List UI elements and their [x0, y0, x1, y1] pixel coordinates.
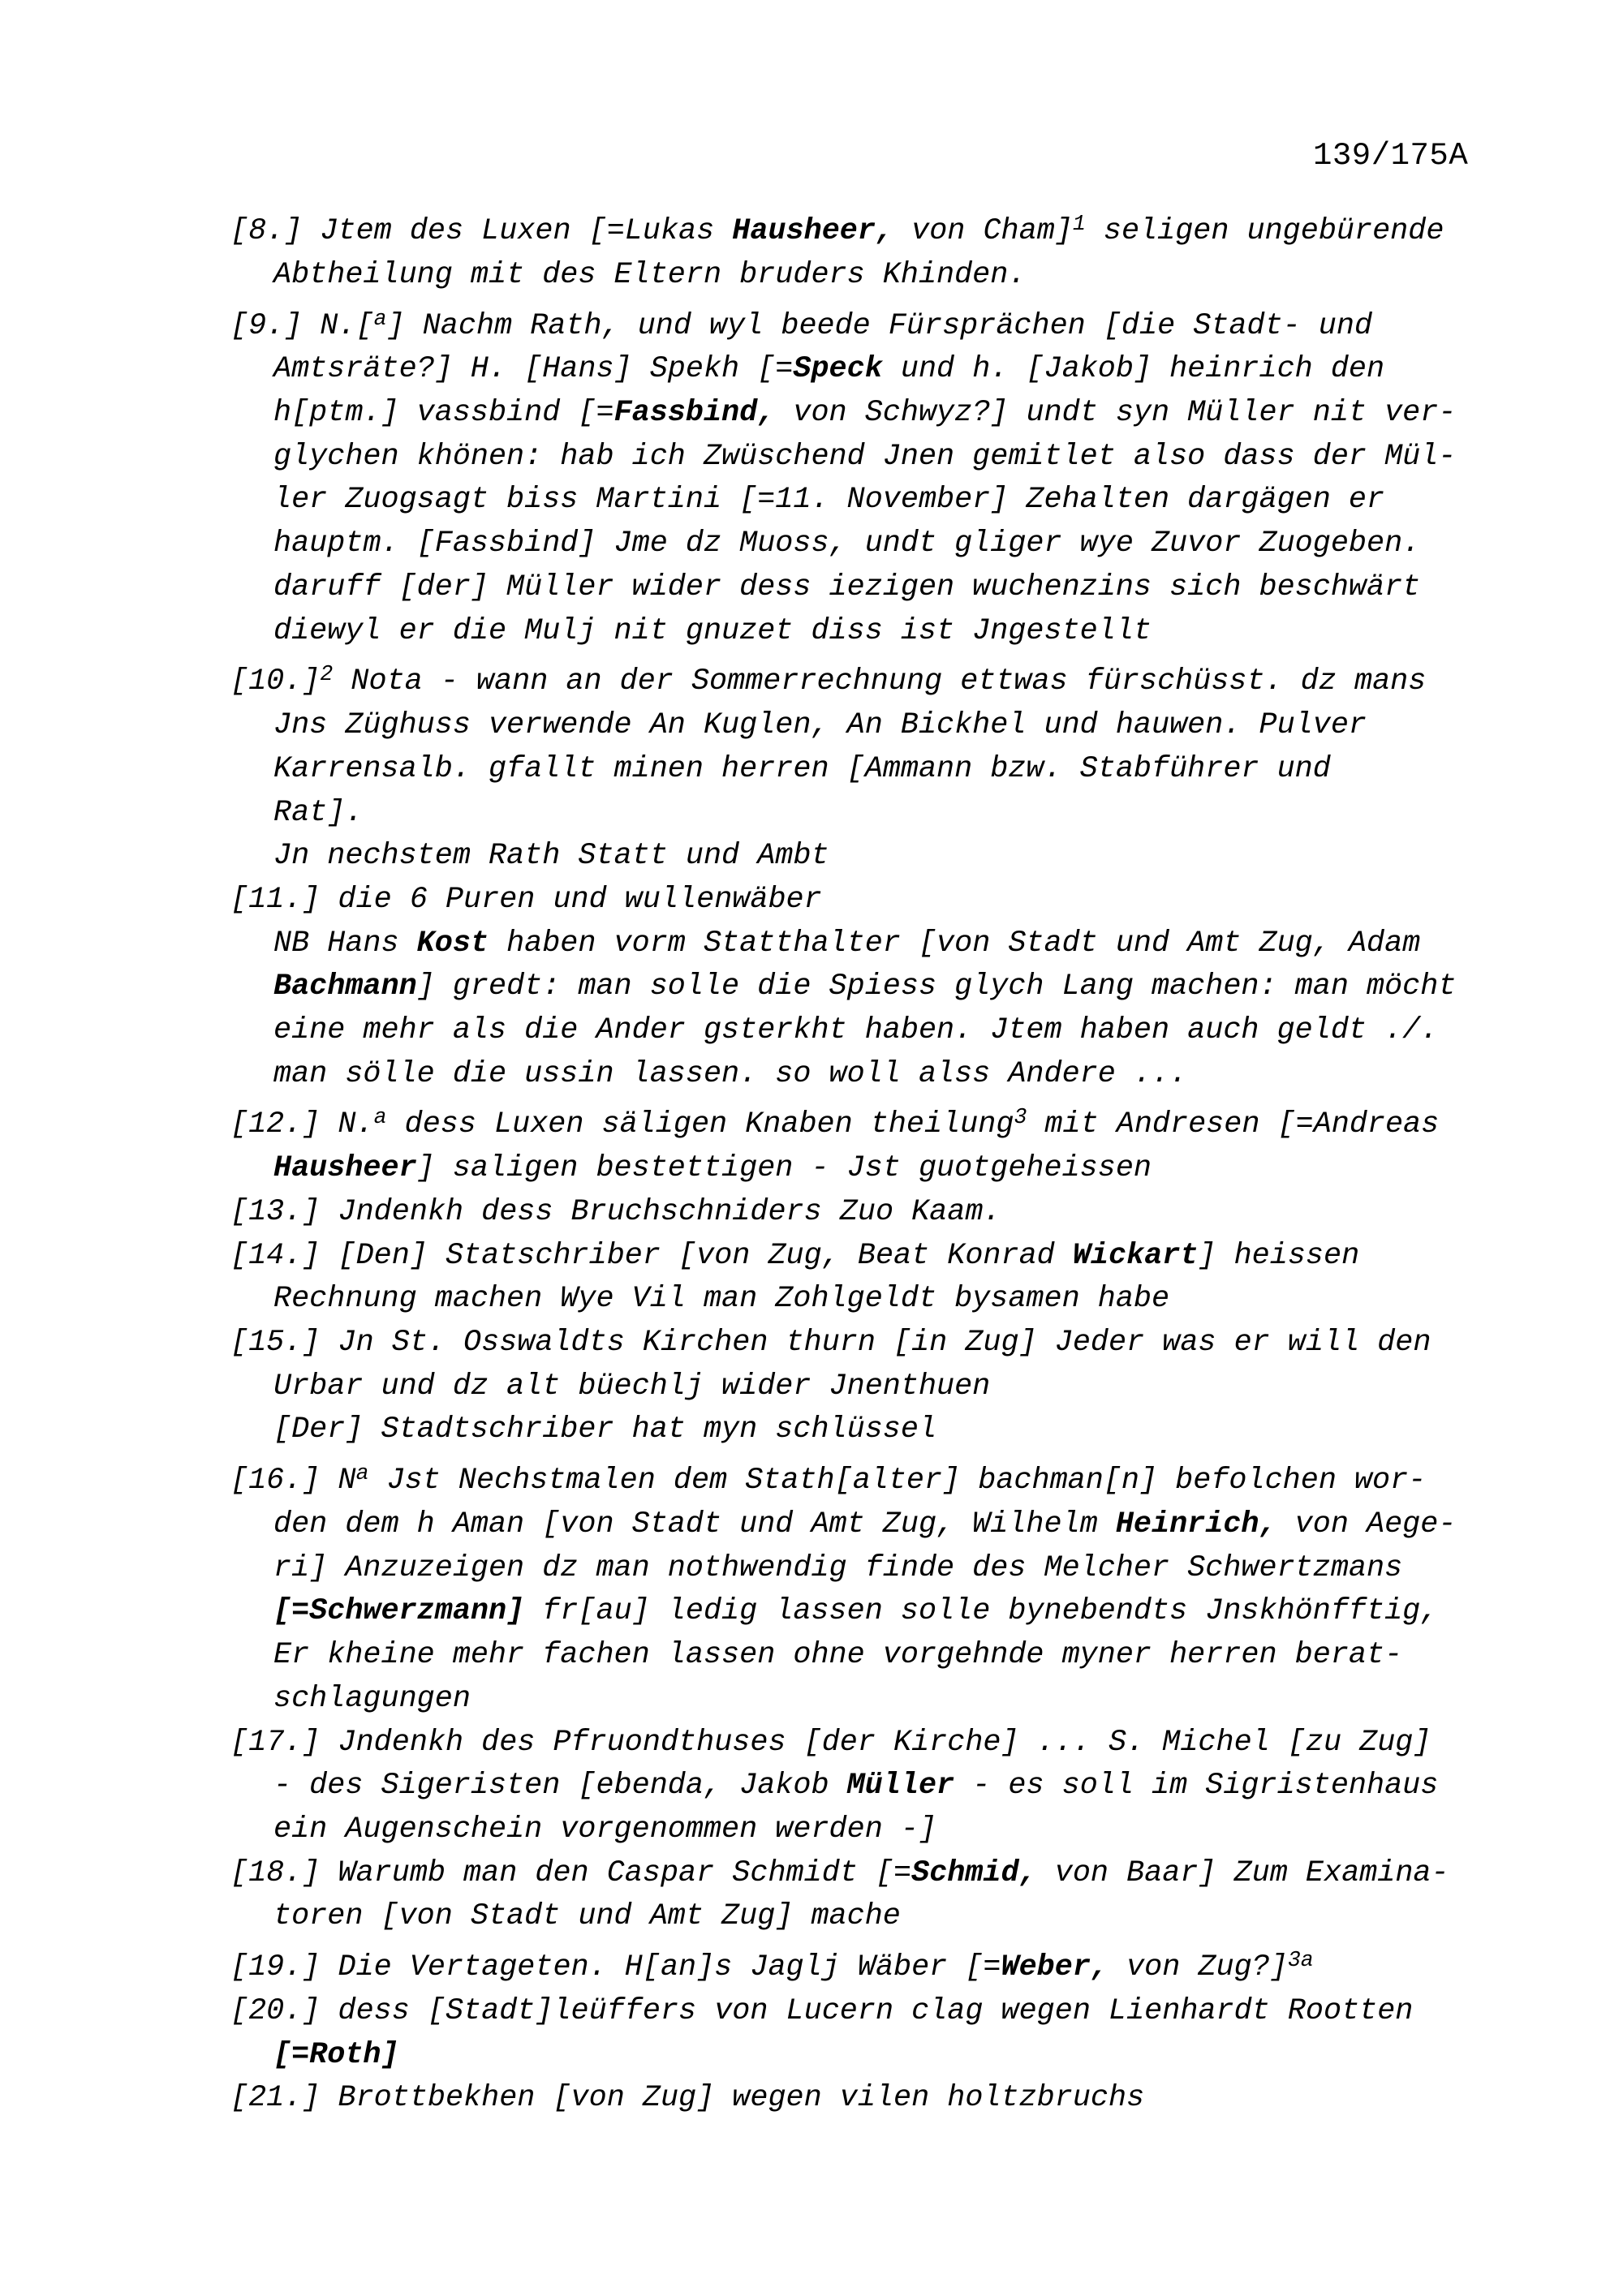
text-line-25	[230, 1278, 1456, 1322]
text-run: [16.] N	[230, 1464, 356, 1498]
bold-name: [=Schwerzmann]	[273, 1594, 525, 1629]
text-run: Er kheine mehr fachen lassen ohne vorgehnde myner herren berat-	[273, 1638, 1403, 1673]
text-run: mit Andresen [=Andreas	[1027, 1107, 1440, 1142]
text-line-36	[230, 1765, 1456, 1808]
text-run: daruff [der] Müller wider dess iezigen wuchenzins sich beschwärt	[273, 570, 1421, 604]
text-run: ri] Anzuzeigen dz man nothwendig finde des Melcher Schwertzmans	[273, 1550, 1403, 1585]
text-run: Rat].	[273, 795, 364, 830]
text-run: von Cham]	[893, 214, 1073, 249]
text-line-28	[230, 1408, 1456, 1452]
bold-name: Müller	[846, 1769, 955, 1804]
text-run: und h. [Jakob] heinrich den	[882, 352, 1385, 387]
text-line-43	[230, 2077, 1456, 2121]
text-run: [18.] Warumb man den Caspar Schmidt [=	[230, 1855, 912, 1890]
text-line-16	[230, 879, 1456, 922]
text-run: glychen khönen: hab ich Zwüschend Jnen gemitlet also dass der Mül-	[273, 439, 1457, 474]
superscript-note-mark: 3	[1014, 1105, 1027, 1130]
text-line-42	[230, 2034, 1456, 2078]
text-run: ein Augenschein vorgenommen werden -]	[273, 1812, 937, 1847]
text-run: Urbar und dz alt büechlj wider Jnenthuen	[273, 1369, 991, 1404]
text-run: den dem h Aman [von Stadt und Amt Zug, Wilhelm	[273, 1507, 1116, 1542]
text-run: Amtsräte?] H. [Hans] Spekh [=	[273, 352, 794, 387]
text-run: von Baar] Zum Examina-	[1036, 1855, 1449, 1890]
text-line-38	[230, 1852, 1456, 1896]
text-line-37	[230, 1808, 1456, 1852]
text-line-31	[230, 1547, 1456, 1591]
document-body	[230, 203, 1456, 2121]
text-line-6	[230, 436, 1456, 479]
text-run: eine mehr als die Ander gsterkht haben. Jtem haben auch geldt ./.	[273, 1013, 1439, 1048]
text-run: h[ptm.] vassbind [=	[273, 396, 614, 431]
text-line-24	[230, 1235, 1456, 1279]
text-line-27	[230, 1365, 1456, 1409]
text-line-17	[230, 922, 1456, 966]
text-run: Jst Nechstmalen dem Stath[alter] bachman[n] befolchen wor-	[368, 1464, 1427, 1498]
superscript-note-mark: a	[373, 306, 387, 331]
text-run: von Schwyz?] undt syn Müller nit ver-	[775, 396, 1457, 431]
text-line-3	[230, 298, 1456, 349]
text-run: Rechnung machen Wye Vil man Zohlgeldt bysamen habe	[273, 1282, 1170, 1317]
text-run: haben vorm Statthalter [von Stadt und Amt Zug, Adam	[488, 926, 1421, 961]
superscript-note-mark: 2	[320, 662, 334, 687]
bold-name: Heinrich,	[1115, 1507, 1277, 1542]
text-line-26	[230, 1322, 1456, 1365]
text-run: [17.] Jndenkh des Pfruondthuses [der Kirche] ... S. Michel [zu Zug]	[230, 1725, 1431, 1760]
text-line-39	[230, 1895, 1456, 1939]
text-line-5	[230, 392, 1456, 436]
text-run: Jns Züghuss verwende An Kuglen, An Bickhel und hauwen. Pulver	[273, 708, 1367, 743]
bold-name: [=Roth]	[273, 2037, 399, 2072]
text-line-4	[230, 348, 1456, 392]
text-run: hauptm. [Fassbind] Jme dz Muoss, undt gliger wye Zuvor Zuogeben.	[273, 527, 1421, 561]
text-run: NB Hans	[273, 926, 417, 961]
bold-name: Bachmann	[273, 970, 417, 1004]
text-run: [11.] die 6 Puren und wullenwäber	[230, 882, 822, 917]
text-run: [19.] Die Vertageten. H[an]s Jaglj Wäber [=	[230, 1950, 1001, 1985]
text-run: Abtheilung mit des Eltern bruders Khinden.	[273, 257, 1027, 292]
text-run: schlagungen	[273, 1681, 471, 1716]
text-line-7	[230, 479, 1456, 522]
text-run: dess Luxen säligen Knaben theilung	[386, 1107, 1014, 1142]
text-run: [13.] Jndenkh dess Bruchschniders Zuo Kaam.	[230, 1194, 1001, 1229]
bold-name: Weber,	[1001, 1950, 1109, 1985]
text-run: Nota - wann an der Sommerrechnung ettwas fürschüsst. dz mans	[333, 664, 1427, 699]
text-line-32	[230, 1590, 1456, 1634]
text-run: von Aege-	[1276, 1507, 1457, 1542]
text-run: [Der] Stadtschriber hat myn schlüssel	[273, 1412, 937, 1447]
text-run: toren [von Stadt und Amt Zug] mache	[273, 1899, 901, 1934]
text-run: [12.] N.	[230, 1107, 374, 1142]
text-line-13	[230, 748, 1456, 792]
text-run: [14.] [Den] Statschriber [von Zug, Beat Konrad	[230, 1238, 1073, 1273]
text-line-20	[230, 1053, 1456, 1097]
bold-name: Hausheer	[273, 1151, 417, 1186]
text-run: [21.] Brottbekhen [von Zug] wegen vilen holtzbruchs	[230, 2081, 1145, 2116]
bold-name: Wickart	[1072, 1238, 1199, 1273]
text-run: Jn nechstem Rath Statt und Ambt	[273, 839, 829, 874]
text-run: fr[au] ledig lassen solle bynebendts Jnskhönfftig,	[524, 1594, 1439, 1629]
page-number: 139/175A	[1313, 138, 1469, 174]
text-run: [10.]	[230, 664, 321, 699]
bold-name: Fassbind,	[613, 396, 776, 431]
bold-name: Kost	[416, 926, 489, 961]
text-run: seligen ungebürende	[1085, 214, 1444, 249]
text-run: ] gredt: man solle die Spiess glych Lang machen: man möcht	[416, 970, 1457, 1004]
text-line-30	[230, 1503, 1456, 1547]
superscript-note-mark: a	[373, 1105, 387, 1130]
superscript-note-mark: 3a	[1287, 1948, 1314, 1973]
text-run: [9.] N.[	[230, 308, 374, 343]
text-run: - des Sigeristen [ebenda, Jakob	[273, 1769, 847, 1804]
text-line-23	[230, 1191, 1456, 1235]
text-line-22	[230, 1147, 1456, 1191]
text-line-1	[230, 203, 1456, 254]
text-line-21	[230, 1096, 1456, 1147]
text-line-8	[230, 522, 1456, 566]
text-line-41	[230, 1990, 1456, 2034]
text-run: [8.] Jtem des Luxen [=Lukas	[230, 214, 733, 249]
text-line-9	[230, 566, 1456, 610]
text-line-35	[230, 1722, 1456, 1765]
bold-name: Schmid,	[911, 1855, 1037, 1890]
text-line-2	[230, 254, 1456, 298]
text-run: [20.] dess [Stadt]leüffers von Lucern clag wegen Lienhardt Rootten	[230, 1993, 1414, 2028]
text-run: von Zug?]	[1109, 1950, 1288, 1985]
text-line-15	[230, 835, 1456, 879]
text-run: man sölle die ussin lassen. so woll alss Andere ...	[273, 1056, 1188, 1091]
text-line-33	[230, 1634, 1456, 1678]
bold-name: Speck	[793, 352, 883, 387]
superscript-note-mark: 1	[1072, 212, 1086, 236]
text-run: ] heissen	[1198, 1238, 1360, 1273]
text-line-18	[230, 965, 1456, 1009]
superscript-note-mark: a	[355, 1461, 369, 1486]
text-line-34	[230, 1678, 1456, 1722]
text-run: Karrensalb. gfallt minen herren [Ammann bzw. Stabführer und	[273, 751, 1331, 786]
text-line-29	[230, 1452, 1456, 1503]
bold-name: Hausheer,	[732, 214, 894, 249]
text-run: [15.] Jn St. Osswaldts Kirchen thurn [in Zug] Jeder was er will den	[230, 1326, 1431, 1361]
text-line-10	[230, 610, 1456, 654]
text-run: ] Nachm Rath, und wyl beede Fürsprächen [die Stadt- und	[386, 308, 1373, 343]
text-line-11	[230, 653, 1456, 704]
text-run: diewyl er die Mulj nit gnuzet diss ist Jngestellt	[273, 613, 1152, 648]
text-line-14	[230, 792, 1456, 836]
text-run: - es soll im Sigristenhaus	[954, 1769, 1439, 1804]
text-line-19	[230, 1009, 1456, 1053]
text-run: ] saligen bestettigen - Jst guotgeheissen	[416, 1151, 1152, 1186]
text-line-40	[230, 1939, 1456, 1990]
text-line-12	[230, 704, 1456, 748]
text-run: ler Zuogsagt biss Martini [=11. November] Zehalten dargägen er	[273, 483, 1385, 518]
